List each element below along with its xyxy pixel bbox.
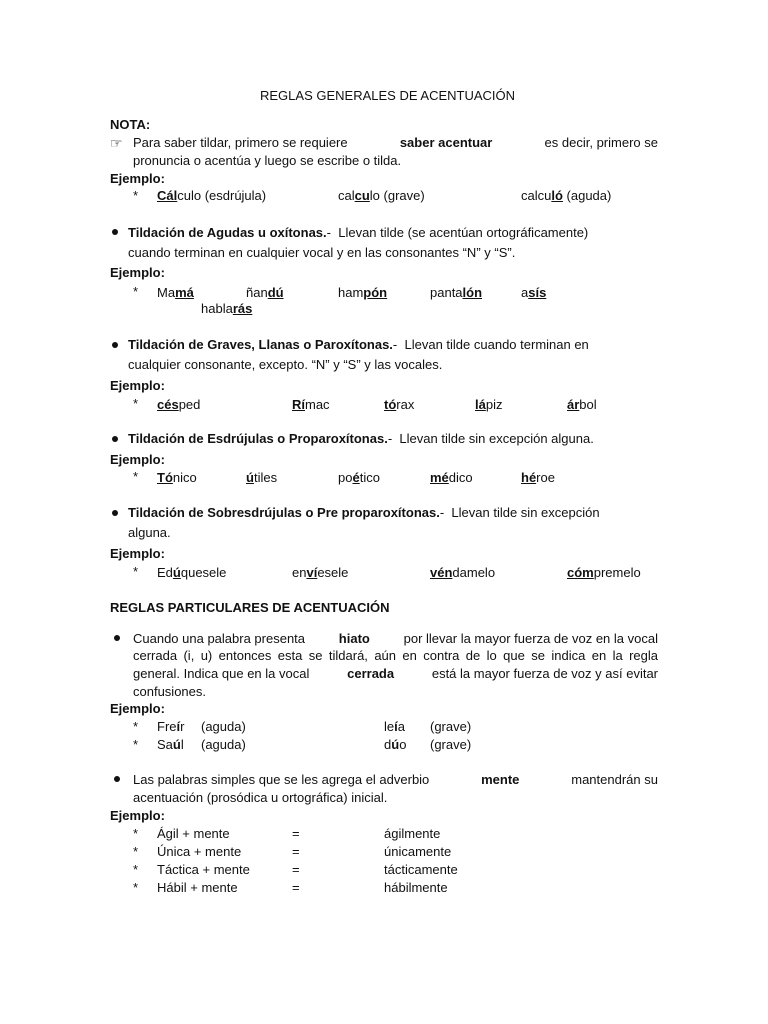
rule-graves-line-2: cualquier consonante, excepto. “N” y “S” y las vocales. xyxy=(128,357,443,372)
star-marker: * xyxy=(133,862,139,877)
hiato-line-1: Cuando una palabra presenta hiato por llevar la mayor fuerza de voz en la vocal xyxy=(133,631,658,646)
bullet-icon xyxy=(112,436,118,442)
equals-sign: = xyxy=(292,880,300,895)
ejemplo-label: Ejemplo: xyxy=(110,265,165,280)
star-marker: * xyxy=(133,737,139,752)
equals-sign: = xyxy=(292,826,300,841)
mente-term: Ágil + mente xyxy=(157,826,230,841)
hiato-line-4: confusiones. xyxy=(133,684,206,699)
mente-term: Hábil + mente xyxy=(157,880,238,895)
word-type: (aguda) xyxy=(201,719,246,734)
example-word: médico xyxy=(430,470,473,485)
page-title: REGLAS GENERALES DE ACENTUACIÓN xyxy=(260,88,516,103)
bullet-icon xyxy=(112,510,118,516)
hiato-line-3: general. Indica que en la vocal cerrada está la mayor fuerza de voz y así evitar xyxy=(133,666,658,681)
example-word: asís xyxy=(521,285,547,300)
example-word: ñandú xyxy=(246,285,284,300)
word-type: (grave) xyxy=(430,737,472,752)
ejemplo-label: Ejemplo: xyxy=(110,701,165,716)
mente-result: hábilmente xyxy=(384,880,448,895)
ejemplo-label: Ejemplo: xyxy=(110,378,165,393)
bullet-icon xyxy=(114,635,120,641)
example-word: hablarás xyxy=(201,301,253,316)
example-word: Saúl xyxy=(157,737,184,752)
ejemplo-label: Ejemplo: xyxy=(110,452,165,467)
example-word: hampón xyxy=(338,285,388,300)
nota-line-2: pronuncia o acentúa y luego se escribe o tilda. xyxy=(133,153,402,168)
example-word: dúo xyxy=(384,737,407,752)
rule-agudas-line-2: cuando terminan en cualquier vocal y en las consonantes “N” y “S”. xyxy=(128,245,516,260)
star-marker: * xyxy=(133,826,139,841)
mente-result: tácticamente xyxy=(384,862,458,877)
example-word: Rímac xyxy=(292,397,330,412)
bullet-icon xyxy=(114,776,120,782)
word-type: (grave) xyxy=(430,719,472,734)
example-word: tórax xyxy=(384,397,415,412)
example-word: Cálculo (esdrújula) xyxy=(157,188,267,203)
nota-line-1: Para saber tildar, primero se requiere saber acentuar es decir, primero se xyxy=(133,135,658,150)
example-word: héroe xyxy=(521,470,555,485)
rule-sobresdrujulas-line-2: alguna. xyxy=(128,525,171,540)
equals-sign: = xyxy=(292,844,300,859)
example-word: árbol xyxy=(567,397,597,412)
example-word: leía xyxy=(384,719,405,734)
rule-agudas: Tildación de Agudas u oxítonas.- Llevan tilde (se acentúan ortográficamente) xyxy=(128,225,589,240)
mente-result: únicamente xyxy=(384,844,452,859)
star-marker: * xyxy=(133,396,139,411)
example-word: Tónico xyxy=(157,470,197,485)
star-marker: * xyxy=(133,564,139,579)
example-word: calculó (aguda) xyxy=(521,188,612,203)
star-marker: * xyxy=(133,188,139,203)
example-word: pantalón xyxy=(430,285,483,300)
example-word: poético xyxy=(338,470,380,485)
ejemplo-label: Ejemplo: xyxy=(110,808,165,823)
mente-line-2: acentuación (prosódica u ortográfica) inicial. xyxy=(133,790,388,805)
example-word: calculo (grave) xyxy=(338,188,425,203)
star-marker: * xyxy=(133,469,139,484)
example-word: lápiz xyxy=(475,397,503,412)
section-title: REGLAS PARTICULARES DE ACENTUACIÓN xyxy=(110,600,390,615)
rule-graves: Tildación de Graves, Llanas o Paroxítonas.- Llevan tilde cuando terminan en xyxy=(128,337,589,352)
example-word: cómpremelo xyxy=(567,565,641,580)
bullet-icon xyxy=(112,342,118,348)
example-word: útiles xyxy=(246,470,278,485)
rule-sobresdrujulas: Tildación de Sobresdrújulas o Pre proparoxítonas.- Llevan tilde sin excepción xyxy=(128,505,600,520)
mente-line-1: Las palabras simples que se les agrega el adverbio mente mantendrán su xyxy=(133,772,658,787)
word-type: (aguda) xyxy=(201,737,246,752)
example-word: césped xyxy=(157,397,201,412)
ejemplo-label: Ejemplo: xyxy=(110,171,165,186)
example-word: Freír xyxy=(157,719,185,734)
hiato-line-2: cerrada (i, u) entonces esta se tildará, aún en contra de lo que se indica en la regla xyxy=(133,648,658,663)
star-marker: * xyxy=(133,284,139,299)
pointing-hand-icon: ☞ xyxy=(110,135,123,151)
ejemplo-label: Ejemplo: xyxy=(110,546,165,561)
mente-term: Táctica + mente xyxy=(157,862,250,877)
mente-term: Única + mente xyxy=(157,844,242,859)
example-word: envíesele xyxy=(292,565,349,580)
example-word: Mamá xyxy=(157,285,194,300)
star-marker: * xyxy=(133,719,139,734)
example-word: Edúquesele xyxy=(157,565,227,580)
star-marker: * xyxy=(133,844,139,859)
nota-label: NOTA: xyxy=(110,117,151,132)
bullet-icon xyxy=(112,229,118,235)
rule-esdrujulas: Tildación de Esdrújulas o Proparoxítonas.- Llevan tilde sin excepción alguna. xyxy=(128,431,594,446)
example-word: véndamelo xyxy=(430,565,496,580)
mente-result: ágilmente xyxy=(384,826,441,841)
equals-sign: = xyxy=(292,862,300,877)
star-marker: * xyxy=(133,880,139,895)
